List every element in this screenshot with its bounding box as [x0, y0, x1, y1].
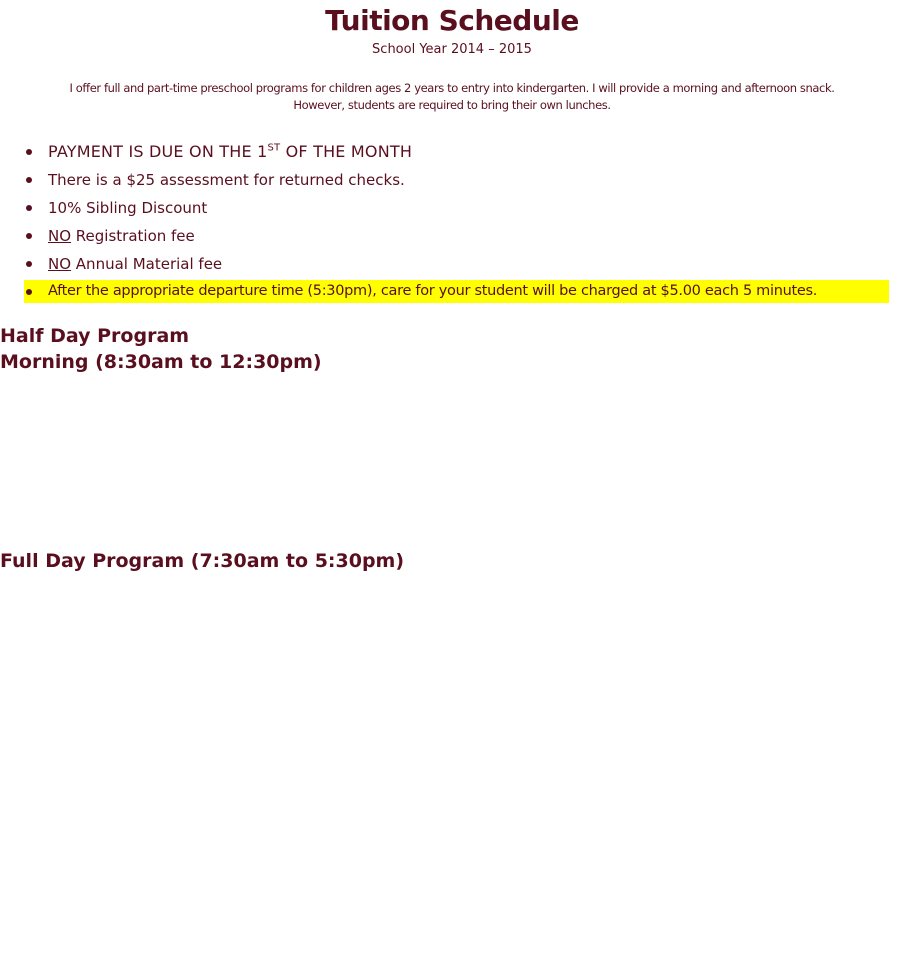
returned-checks-text: There is a $25 assessment for returned checks. — [48, 171, 405, 189]
bullet-icon — [26, 289, 32, 295]
payment-due-text: PAYMENT IS DUE ON THE 1 — [48, 142, 268, 161]
list-item-payment-due — [0, 138, 904, 166]
bullet-icon — [26, 261, 32, 267]
list-item-sibling-discount — [0, 194, 904, 222]
material-no-text: NO — [48, 255, 72, 273]
intro-line-1: I offer full and part-time preschool programs for children ages 2 years to entry into kindergarten. I will provide a morning and afternoon snack. — [69, 81, 835, 95]
late-pickup-text: After the appropriate departure time (5:30pm), care for your student will be charged at $5.00 each 5 minutes. — [48, 283, 818, 299]
sibling-discount-text: 10% Sibling Discount — [48, 199, 208, 217]
bullet-icon — [26, 177, 32, 183]
intro-paragraph — [30, 80, 874, 114]
registration-fee-text: Registration fee — [71, 227, 195, 245]
material-fee-text: Annual Material fee — [71, 255, 223, 273]
list-item-returned-checks — [0, 166, 904, 194]
school-year-subtitle: School Year 2014 – 2015 — [372, 42, 532, 57]
bullet-icon — [26, 233, 32, 239]
payment-due-suffix: OF THE MONTH — [280, 142, 413, 161]
bullet-icon — [26, 149, 32, 155]
bullet-icon — [26, 205, 32, 211]
half-day-heading: Half Day Program — [0, 325, 190, 347]
registration-no-text: NO — [48, 227, 72, 245]
list-item-registration-fee — [0, 222, 904, 250]
full-day-heading: Full Day Program (7:30am to 5:30pm) — [0, 550, 405, 572]
list-item-late-pickup — [24, 280, 889, 303]
page-title: Tuition Schedule — [325, 4, 579, 37]
intro-line-2: However, students are required to bring their own lunches. — [293, 98, 611, 112]
half-day-morning-heading: Morning (8:30am to 12:30pm) — [0, 351, 322, 373]
payment-due-superscript: ST — [267, 142, 281, 154]
policy-list — [0, 138, 904, 303]
list-item-material-fee — [0, 250, 904, 278]
